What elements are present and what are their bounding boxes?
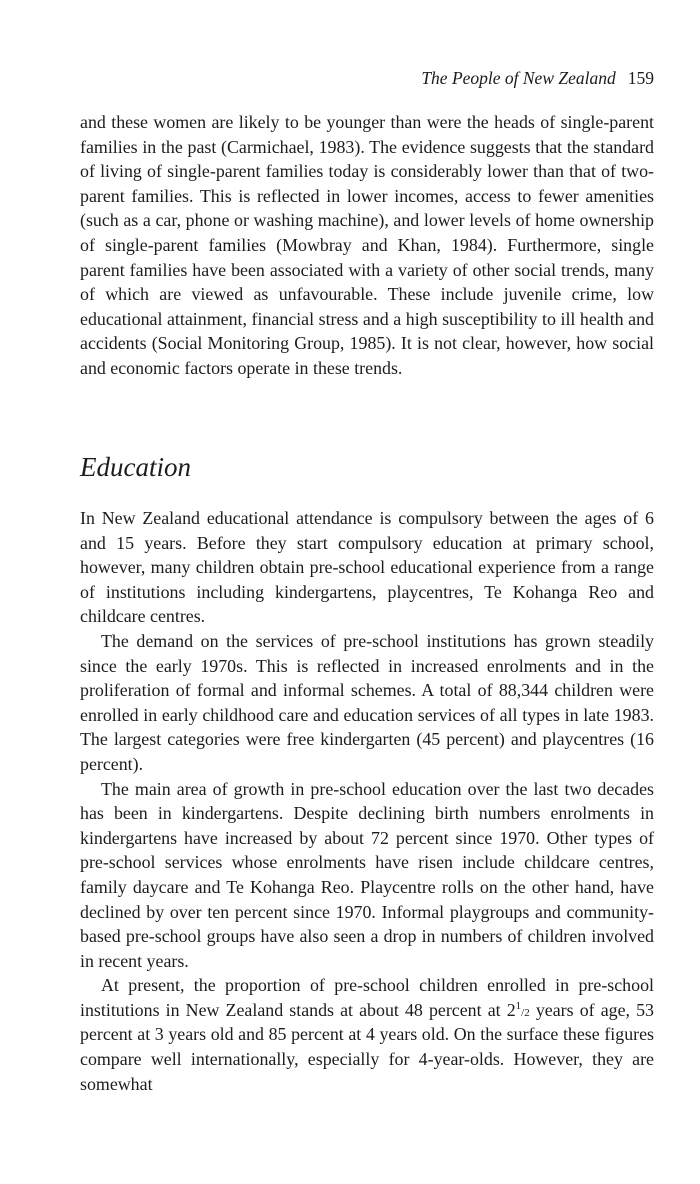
intro-text-block: [80, 110, 654, 381]
education-text-block: [80, 506, 654, 1096]
section-heading: Education: [80, 452, 191, 482]
education-paragraph-2: The demand on the services of pre-school institutions has grown steadily since the early 1970s. This is reflected in increased enrolments and in the proliferation of formal and informal schemes. A total of 88,344 children were enrolled in early childhood care and education services of all types in late 1983. The largest categories were free kindergarten (45 percent) and playcentres (16 percent).: [80, 630, 654, 774]
education-paragraph-1: In New Zealand educational attendance is compulsory between the ages of 6 and 15 years. Before they start compulsory education at primary school, however, many children obtain pre-school educational experience from a range of institutions including kindergartens, playcentres, Te Kohanga Reo and childcare centres.: [80, 508, 654, 627]
fraction-numerator: 1: [515, 999, 522, 1012]
fraction-denominator: /2: [521, 1006, 530, 1019]
running-head-title: The People of New Zealand: [421, 68, 616, 88]
page-number: 159: [627, 68, 654, 88]
education-paragraph-3: The main area of growth in pre-school education over the last two decades has been in kindergartens. Despite declining birth numbers enrolments in kindergartens have increased by about 72 percent since 1970. Other types of pre-school services whose enrolments have risen include childcare centres, family daycare and Te Kohanga Reo. Playcentre rolls on the other hand, have declined by over ten percent since 1970. Informal playgroups and community-based pre-school groups have also seen a drop in numbers of children involved in recent years.: [80, 778, 654, 971]
education-paragraph-4: [80, 973, 654, 1096]
running-head: [421, 68, 654, 89]
paragraph-4-part-before: At present, the proportion of pre-school children enrolled in pre-school institutions in New Zealand stands at about 48 percent at 2: [80, 975, 654, 1020]
intro-paragraph: and these women are likely to be younger than were the heads of single-parent families in the past (Carmichael, 1983). The evidence suggests that the standard of living of single-parent families today is considerably lower than that of two-parent families. This is reflected in lower incomes, access to fewer amenities (such as a car, phone or washing machine), and lower levels of home ownership of single-parent families (Mowbray and Khan, 1984). Furthermore, single parent families have been associated with a variety of other social trends, many of which are viewed as unfavourable. These include juvenile crime, low educational attainment, financial stress and a high susceptibility to ill health and accidents (Social Monitoring Group, 1985). It is not clear, however, how social and economic factors operate in these trends.: [80, 112, 654, 378]
paragraph-4-part-after: years of age, 53 percent at 3 years old and 85 percent at 4 years old. On the surface these figures compare well internationally, especially for 4-year-olds. However, they are somewhat: [80, 999, 654, 1094]
